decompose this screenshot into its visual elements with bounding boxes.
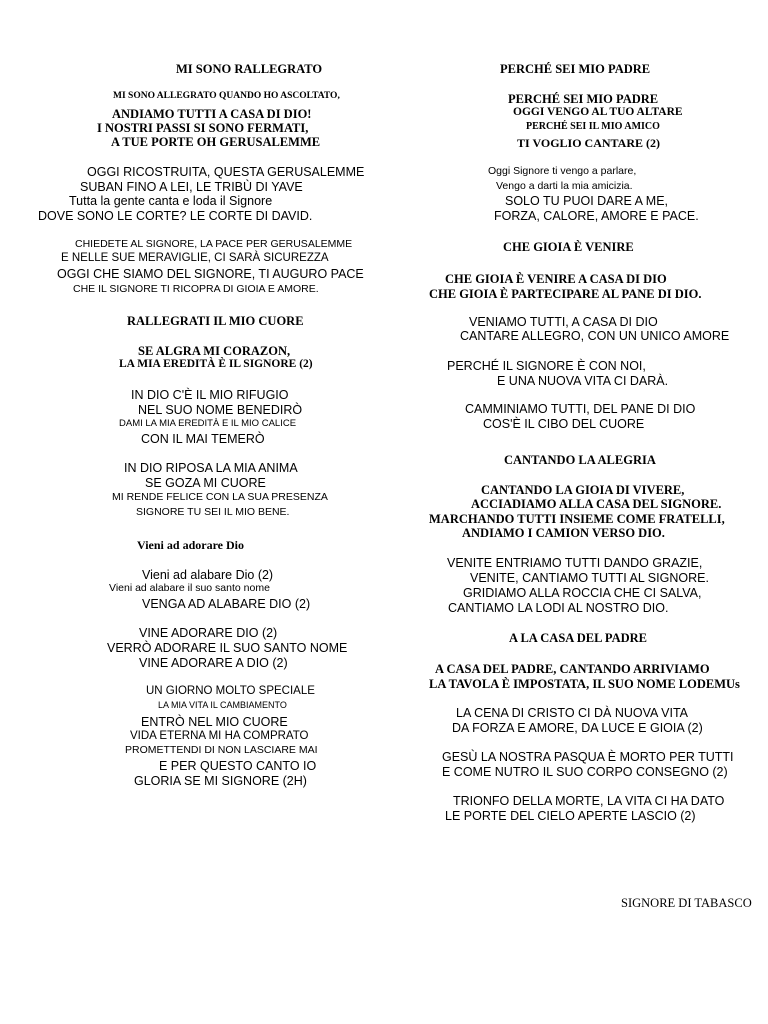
lyric-line: SUBAN FINO A LEI, LE TRIBÙ DI YAVE <box>80 180 303 194</box>
lyric-line: VINE ADORARE A DIO (2) <box>139 656 288 670</box>
lyric-line: CHE IL SIGNORE TI RICOPRA DI GIOIA E AMORE. <box>73 283 319 295</box>
song-title-cantando-la-alegria: CANTANDO LA ALEGRIA <box>504 453 656 467</box>
lyric-line: CON IL MAI TEMERÒ <box>141 432 265 446</box>
lyric-line: OGGI CHE SIAMO DEL SIGNORE, TI AUGURO PACE <box>57 267 364 281</box>
lyric-line: LE PORTE DEL CIELO APERTE LASCIO (2) <box>445 809 696 823</box>
lyric-line: COS'È IL CIBO DEL CUORE <box>483 417 645 431</box>
lyric-line: SIGNORE TU SEI IL MIO BENE. <box>136 506 290 518</box>
lyric-line: PERCHÉ SEI MIO PADRE <box>508 92 659 106</box>
lyric-line: VENITE ENTRIAMO TUTTI DANDO GRAZIE, <box>447 556 703 570</box>
lyric-line: IN DIO RIPOSA LA MIA ANIMA <box>124 461 298 475</box>
lyric-line: Vengo a darti la mia amicizia. <box>496 180 633 192</box>
lyric-line: DA FORZA E AMORE, DA LUCE E GIOIA (2) <box>452 721 703 735</box>
lyric-line: CHE GIOIA È VENIRE A CASA DI DIO <box>445 272 667 286</box>
footer-signature: SIGNORE DI TABASCO <box>621 896 752 910</box>
lyric-line: MI SONO ALLEGRATO QUANDO HO ASCOLTATO, <box>113 91 340 101</box>
lyric-line: PROMETTENDI DI NON LASCIARE MAI <box>125 744 318 756</box>
lyric-line: Tutta la gente canta e loda il Signore <box>69 194 273 208</box>
lyric-line: CANTARE ALLEGRO, CON UN UNICO AMORE <box>460 329 730 343</box>
lyric-line: CAMMINIAMO TUTTI, DEL PANE DI DIO <box>465 402 696 416</box>
lyric-line: VENITE, CANTIAMO TUTTI AL SIGNORE. <box>470 571 709 585</box>
lyric-line: MARCHANDO TUTTI INSIEME COME FRATELLI, <box>429 512 725 526</box>
lyric-line: UN GIORNO MOLTO SPECIALE <box>146 685 315 697</box>
lyric-line: Oggi Signore ti vengo a parlare, <box>488 165 637 177</box>
lyric-line: E NELLE SUE MERAVIGLIE, CI SARÀ SICUREZZA <box>61 252 329 264</box>
lyric-line: LA TAVOLA È IMPOSTATA, IL SUO NOME LODEMUs <box>429 677 740 691</box>
lyric-line: CANTANDO LA GIOIA DI VIVERE, <box>481 483 685 497</box>
lyric-line: A CASA DEL PADRE, CANTANDO ARRIVIAMO <box>435 662 710 676</box>
lyric-line: LA MIA VITA IL CAMBIAMENTO <box>158 700 287 710</box>
lyric-line: OGGI RICOSTRUITA, QUESTA GERUSALEMME <box>87 165 365 179</box>
lyric-line: PERCHÉ SEI IL MIO AMICO <box>526 121 660 132</box>
lyric-line: VENGA AD ALABARE DIO (2) <box>142 597 311 611</box>
lyric-line: GRIDIAMO ALLA ROCCIA CHE CI SALVA, <box>463 586 702 600</box>
lyric-line: VINE ADORARE DIO (2) <box>139 626 278 640</box>
lyric-line: GESÙ LA NOSTRA PASQUA È MORTO PER TUTTI <box>442 750 734 764</box>
lyric-line: A TUE PORTE OH GERUSALEMME <box>111 135 321 149</box>
lyric-line: IN DIO C'È IL MIO RIFUGIO <box>131 388 289 402</box>
song-title-a-la-casa-del-padre: A LA CASA DEL PADRE <box>509 631 647 645</box>
lyric-line: E PER QUESTO CANTO IO <box>159 759 317 773</box>
lyric-line: ENTRÒ NEL MIO CUORE <box>141 715 288 729</box>
lyric-line: GLORIA SE MI SIGNORE (2H) <box>134 774 307 788</box>
song-title-mi-sono-rallegrato: MI SONO RALLEGRATO <box>176 62 323 76</box>
lyric-line: CHIEDETE AL SIGNORE, LA PACE PER GERUSALEMME <box>75 238 353 250</box>
lyric-line: Vieni ad alabare il suo santo nome <box>109 582 270 594</box>
song-title-vieni-ad-adorare-dio: Vieni ad adorare Dio <box>137 538 244 552</box>
lyric-line: DOVE SONO LE CORTE? LE CORTE DI DAVID. <box>38 209 313 223</box>
lyric-line: E COME NUTRO IL SUO CORPO CONSEGNO (2) <box>442 765 728 779</box>
song-title-che-gioia-e-venire: CHE GIOIA È VENIRE <box>503 240 634 254</box>
lyric-line: DAMI LA MIA EREDITÀ E IL MIO CALICE <box>119 418 297 429</box>
lyric-line: VERRÒ ADORARE IL SUO SANTO NOME <box>107 641 348 655</box>
lyric-line: MI RENDE FELICE CON LA SUA PRESENZA <box>112 491 328 503</box>
lyric-line: E UNA NUOVA VITA CI DARÀ. <box>497 374 669 388</box>
lyric-line: PERCHÉ IL SIGNORE È CON NOI, <box>447 359 646 373</box>
lyric-line: TRIONFO DELLA MORTE, LA VITA CI HA DATO <box>453 794 725 808</box>
lyric-line: ACCIADIAMO ALLA CASA DEL SIGNORE. <box>471 497 722 511</box>
lyric-line: FORZA, CALORE, AMORE E PACE. <box>494 209 699 223</box>
lyric-line: Vieni ad alabare Dio (2) <box>142 568 274 582</box>
lyric-line: LA CENA DI CRISTO CI DÀ NUOVA VITA <box>456 706 689 720</box>
lyric-line: CANTIAMO LA LODI AL NOSTRO DIO. <box>448 601 669 615</box>
lyric-line: SOLO TU PUOI DARE A ME, <box>505 194 669 208</box>
song-title-perche-sei-mio-padre: PERCHÉ SEI MIO PADRE <box>500 62 651 76</box>
lyric-line: LA MIA EREDITÀ È IL SIGNORE (2) <box>119 358 313 370</box>
lyric-line: VENIAMO TUTTI, A CASA DI DIO <box>469 315 658 329</box>
lyric-line: OGGI VENGO AL TUO ALTARE <box>513 106 683 118</box>
lyric-line: I NOSTRI PASSI SI SONO FERMATI, <box>97 121 309 135</box>
lyric-line: NEL SUO NOME BENEDIRÒ <box>138 403 303 417</box>
lyric-line: ANDIAMO I CAMION VERSO DIO. <box>462 526 665 540</box>
lyric-line: ANDIAMO TUTTI A CASA DI DIO! <box>112 107 312 121</box>
lyric-line: TI VOGLIO CANTARE (2) <box>517 136 660 150</box>
lyric-line: VIDA ETERNA MI HA COMPRATO <box>130 730 309 742</box>
lyric-line: SE GOZA MI CUORE <box>145 476 266 490</box>
lyric-line: SE ALGRA MI CORAZON, <box>138 344 291 358</box>
song-title-rallegrati-il-mio-cuore: RALLEGRATI IL MIO CUORE <box>127 314 304 328</box>
lyric-line: CHE GIOIA È PARTECIPARE AL PANE DI DIO. <box>429 287 702 301</box>
